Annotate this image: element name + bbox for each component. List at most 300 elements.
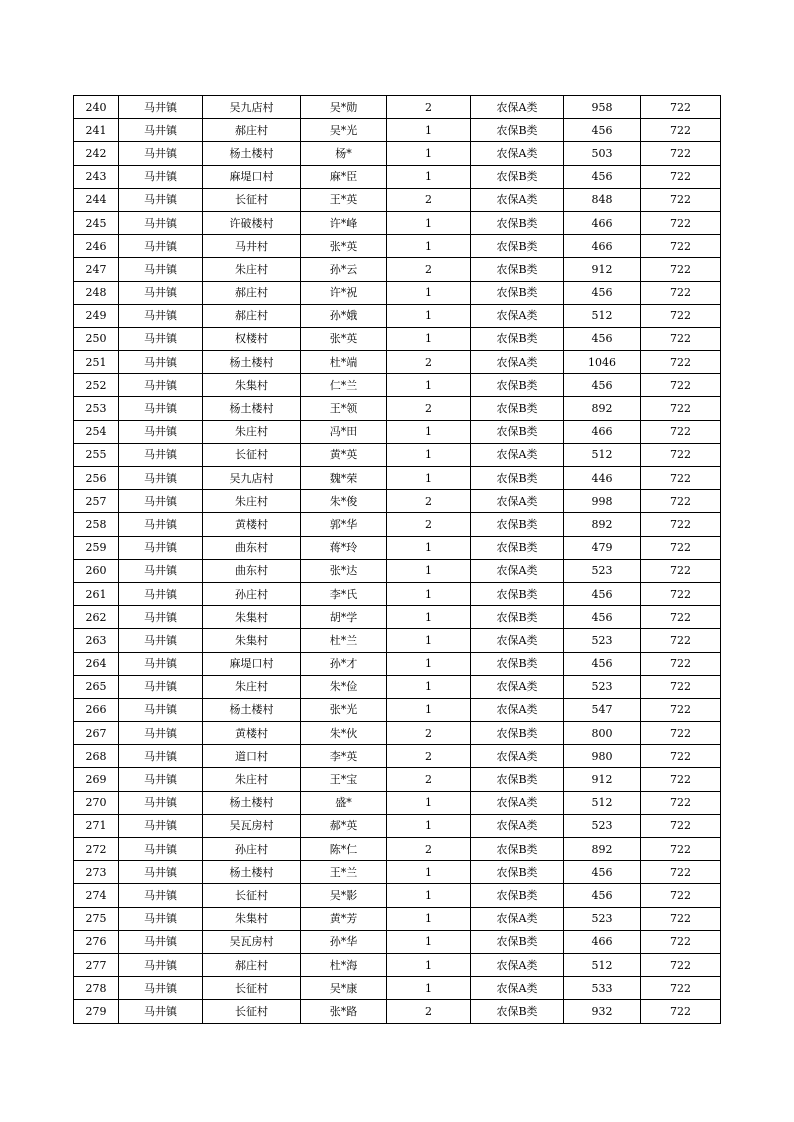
standard-cell: 722 (641, 930, 721, 953)
row-number-cell: 267 (74, 722, 119, 745)
amount-cell: 479 (564, 536, 641, 559)
town-cell: 马井镇 (119, 119, 203, 142)
row-number-cell: 264 (74, 652, 119, 675)
insurance-type-cell: 农保A类 (471, 188, 564, 211)
standard-cell: 722 (641, 814, 721, 837)
amount-cell: 958 (564, 96, 641, 119)
town-cell: 马井镇 (119, 490, 203, 513)
amount-cell: 892 (564, 513, 641, 536)
amount-cell: 503 (564, 142, 641, 165)
household-count-cell: 1 (387, 327, 471, 350)
insurance-type-cell: 农保A类 (471, 698, 564, 721)
amount-cell: 466 (564, 211, 641, 234)
town-cell: 马井镇 (119, 559, 203, 582)
amount-cell: 523 (564, 629, 641, 652)
name-cell: 魏*荣 (301, 467, 387, 490)
row-number-cell: 257 (74, 490, 119, 513)
town-cell: 马井镇 (119, 188, 203, 211)
village-cell: 朱庄村 (203, 420, 301, 443)
household-count-cell: 1 (387, 119, 471, 142)
household-count-cell: 1 (387, 281, 471, 304)
insurance-type-cell: 农保B类 (471, 861, 564, 884)
standard-cell: 722 (641, 513, 721, 536)
village-cell: 孙庄村 (203, 582, 301, 605)
row-number-cell: 252 (74, 374, 119, 397)
standard-cell: 722 (641, 559, 721, 582)
name-cell: 吴*康 (301, 977, 387, 1000)
name-cell: 杜*端 (301, 351, 387, 374)
table-row (74, 698, 721, 721)
name-cell: 杨* (301, 142, 387, 165)
row-number-cell: 256 (74, 467, 119, 490)
amount-cell: 456 (564, 374, 641, 397)
insurance-type-cell: 农保B类 (471, 838, 564, 861)
insurance-type-cell: 农保B类 (471, 513, 564, 536)
village-cell: 吴瓦房村 (203, 814, 301, 837)
name-cell: 朱*俭 (301, 675, 387, 698)
amount-cell: 533 (564, 977, 641, 1000)
amount-cell: 456 (564, 884, 641, 907)
name-cell: 孙*才 (301, 652, 387, 675)
standard-cell: 722 (641, 884, 721, 907)
town-cell: 马井镇 (119, 884, 203, 907)
name-cell: 麻*臣 (301, 165, 387, 188)
town-cell: 马井镇 (119, 930, 203, 953)
row-number-cell: 247 (74, 258, 119, 281)
village-cell: 杨土楼村 (203, 791, 301, 814)
row-number-cell: 240 (74, 96, 119, 119)
household-count-cell: 1 (387, 907, 471, 930)
table-row (74, 884, 721, 907)
name-cell: 黄*英 (301, 443, 387, 466)
village-cell: 黄楼村 (203, 722, 301, 745)
table-row (74, 791, 721, 814)
town-cell: 马井镇 (119, 327, 203, 350)
standard-cell: 722 (641, 467, 721, 490)
table-row (74, 211, 721, 234)
village-cell: 道口村 (203, 745, 301, 768)
standard-cell: 722 (641, 907, 721, 930)
table-row (74, 907, 721, 930)
table-body (74, 96, 721, 1024)
insurance-type-cell: 农保A类 (471, 953, 564, 976)
household-count-cell: 1 (387, 142, 471, 165)
town-cell: 马井镇 (119, 142, 203, 165)
name-cell: 朱*伙 (301, 722, 387, 745)
table-row (74, 443, 721, 466)
amount-cell: 980 (564, 745, 641, 768)
insurance-type-cell: 农保A类 (471, 745, 564, 768)
insurance-type-cell: 农保B类 (471, 258, 564, 281)
standard-cell: 722 (641, 582, 721, 605)
household-count-cell: 2 (387, 745, 471, 768)
insurance-type-cell: 农保A类 (471, 791, 564, 814)
household-count-cell: 1 (387, 652, 471, 675)
standard-cell: 722 (641, 420, 721, 443)
table-row (74, 96, 721, 119)
row-number-cell: 274 (74, 884, 119, 907)
household-count-cell: 2 (387, 1000, 471, 1023)
table-row (74, 235, 721, 258)
standard-cell: 722 (641, 768, 721, 791)
household-count-cell: 1 (387, 559, 471, 582)
amount-cell: 456 (564, 652, 641, 675)
amount-cell: 446 (564, 467, 641, 490)
standard-cell: 722 (641, 1000, 721, 1023)
recipient-table (73, 95, 721, 1024)
standard-cell: 722 (641, 304, 721, 327)
standard-cell: 722 (641, 258, 721, 281)
household-count-cell: 2 (387, 768, 471, 791)
standard-cell: 722 (641, 397, 721, 420)
table-row (74, 327, 721, 350)
household-count-cell: 1 (387, 930, 471, 953)
town-cell: 马井镇 (119, 745, 203, 768)
insurance-type-cell: 农保B类 (471, 582, 564, 605)
amount-cell: 912 (564, 768, 641, 791)
insurance-type-cell: 农保B类 (471, 397, 564, 420)
town-cell: 马井镇 (119, 814, 203, 837)
name-cell: 李*氏 (301, 582, 387, 605)
amount-cell: 547 (564, 698, 641, 721)
name-cell: 王*领 (301, 397, 387, 420)
village-cell: 朱集村 (203, 629, 301, 652)
village-cell: 吴九店村 (203, 96, 301, 119)
standard-cell: 722 (641, 490, 721, 513)
table-row (74, 722, 721, 745)
row-number-cell: 241 (74, 119, 119, 142)
household-count-cell: 1 (387, 374, 471, 397)
name-cell: 李*英 (301, 745, 387, 768)
name-cell: 吴*光 (301, 119, 387, 142)
name-cell: 仁*兰 (301, 374, 387, 397)
town-cell: 马井镇 (119, 977, 203, 1000)
town-cell: 马井镇 (119, 675, 203, 698)
table-row (74, 281, 721, 304)
village-cell: 杨土楼村 (203, 397, 301, 420)
name-cell: 孙*华 (301, 930, 387, 953)
insurance-type-cell: 农保A类 (471, 351, 564, 374)
row-number-cell: 245 (74, 211, 119, 234)
name-cell: 许*祝 (301, 281, 387, 304)
row-number-cell: 255 (74, 443, 119, 466)
village-cell: 许破楼村 (203, 211, 301, 234)
row-number-cell: 265 (74, 675, 119, 698)
standard-cell: 722 (641, 211, 721, 234)
table-row (74, 513, 721, 536)
town-cell: 马井镇 (119, 606, 203, 629)
village-cell: 曲东村 (203, 559, 301, 582)
village-cell: 郝庄村 (203, 953, 301, 976)
town-cell: 马井镇 (119, 467, 203, 490)
name-cell: 盛* (301, 791, 387, 814)
row-number-cell: 275 (74, 907, 119, 930)
row-number-cell: 276 (74, 930, 119, 953)
household-count-cell: 1 (387, 420, 471, 443)
town-cell: 马井镇 (119, 1000, 203, 1023)
table-row (74, 838, 721, 861)
household-count-cell: 1 (387, 953, 471, 976)
household-count-cell: 1 (387, 629, 471, 652)
row-number-cell: 279 (74, 1000, 119, 1023)
amount-cell: 456 (564, 119, 641, 142)
town-cell: 马井镇 (119, 281, 203, 304)
amount-cell: 456 (564, 327, 641, 350)
village-cell: 杨土楼村 (203, 351, 301, 374)
town-cell: 马井镇 (119, 768, 203, 791)
household-count-cell: 1 (387, 304, 471, 327)
amount-cell: 523 (564, 907, 641, 930)
village-cell: 杨土楼村 (203, 861, 301, 884)
village-cell: 杨土楼村 (203, 142, 301, 165)
amount-cell: 892 (564, 838, 641, 861)
table-row (74, 188, 721, 211)
name-cell: 朱*俊 (301, 490, 387, 513)
insurance-type-cell: 农保B类 (471, 211, 564, 234)
town-cell: 马井镇 (119, 420, 203, 443)
village-cell: 朱庄村 (203, 490, 301, 513)
name-cell: 张*英 (301, 327, 387, 350)
town-cell: 马井镇 (119, 443, 203, 466)
row-number-cell: 277 (74, 953, 119, 976)
name-cell: 张*光 (301, 698, 387, 721)
standard-cell: 722 (641, 629, 721, 652)
village-cell: 郝庄村 (203, 304, 301, 327)
town-cell: 马井镇 (119, 258, 203, 281)
table-row (74, 675, 721, 698)
insurance-type-cell: 农保B类 (471, 884, 564, 907)
standard-cell: 722 (641, 606, 721, 629)
standard-cell: 722 (641, 791, 721, 814)
insurance-type-cell: 农保A类 (471, 675, 564, 698)
village-cell: 朱集村 (203, 374, 301, 397)
row-number-cell: 244 (74, 188, 119, 211)
town-cell: 马井镇 (119, 397, 203, 420)
name-cell: 郭*华 (301, 513, 387, 536)
town-cell: 马井镇 (119, 96, 203, 119)
town-cell: 马井镇 (119, 652, 203, 675)
insurance-type-cell: 农保B类 (471, 327, 564, 350)
household-count-cell: 2 (387, 513, 471, 536)
table-row (74, 258, 721, 281)
name-cell: 杜*兰 (301, 629, 387, 652)
town-cell: 马井镇 (119, 629, 203, 652)
table-row (74, 1000, 721, 1023)
village-cell: 朱庄村 (203, 675, 301, 698)
amount-cell: 848 (564, 188, 641, 211)
row-number-cell: 260 (74, 559, 119, 582)
standard-cell: 722 (641, 119, 721, 142)
household-count-cell: 1 (387, 235, 471, 258)
household-count-cell: 1 (387, 467, 471, 490)
village-cell: 权楼村 (203, 327, 301, 350)
village-cell: 朱庄村 (203, 258, 301, 281)
insurance-type-cell: 农保A类 (471, 443, 564, 466)
name-cell: 许*峰 (301, 211, 387, 234)
row-number-cell: 273 (74, 861, 119, 884)
household-count-cell: 1 (387, 165, 471, 188)
insurance-type-cell: 农保B类 (471, 467, 564, 490)
name-cell: 郝*英 (301, 814, 387, 837)
row-number-cell: 250 (74, 327, 119, 350)
village-cell: 朱庄村 (203, 768, 301, 791)
household-count-cell: 2 (387, 351, 471, 374)
village-cell: 吴九店村 (203, 467, 301, 490)
row-number-cell: 263 (74, 629, 119, 652)
table-row (74, 559, 721, 582)
row-number-cell: 258 (74, 513, 119, 536)
town-cell: 马井镇 (119, 953, 203, 976)
name-cell: 蒋*玲 (301, 536, 387, 559)
table-row (74, 930, 721, 953)
town-cell: 马井镇 (119, 374, 203, 397)
row-number-cell: 243 (74, 165, 119, 188)
table-row (74, 861, 721, 884)
row-number-cell: 269 (74, 768, 119, 791)
insurance-type-cell: 农保B类 (471, 165, 564, 188)
amount-cell: 523 (564, 675, 641, 698)
insurance-type-cell: 农保B类 (471, 374, 564, 397)
amount-cell: 456 (564, 281, 641, 304)
town-cell: 马井镇 (119, 698, 203, 721)
insurance-type-cell: 农保B类 (471, 606, 564, 629)
row-number-cell: 259 (74, 536, 119, 559)
town-cell: 马井镇 (119, 791, 203, 814)
table-row (74, 814, 721, 837)
table-row (74, 397, 721, 420)
insurance-type-cell: 农保B类 (471, 1000, 564, 1023)
table-row (74, 977, 721, 1000)
town-cell: 马井镇 (119, 838, 203, 861)
village-cell: 长征村 (203, 977, 301, 1000)
name-cell: 张*路 (301, 1000, 387, 1023)
table-row (74, 142, 721, 165)
insurance-type-cell: 农保B类 (471, 536, 564, 559)
name-cell: 王*兰 (301, 861, 387, 884)
town-cell: 马井镇 (119, 861, 203, 884)
standard-cell: 722 (641, 351, 721, 374)
table-row (74, 420, 721, 443)
name-cell: 胡*学 (301, 606, 387, 629)
village-cell: 郝庄村 (203, 281, 301, 304)
household-count-cell: 1 (387, 211, 471, 234)
household-count-cell: 2 (387, 188, 471, 211)
table-row (74, 582, 721, 605)
standard-cell: 722 (641, 536, 721, 559)
village-cell: 麻堤口村 (203, 652, 301, 675)
insurance-type-cell: 农保A类 (471, 304, 564, 327)
row-number-cell: 251 (74, 351, 119, 374)
row-number-cell: 242 (74, 142, 119, 165)
standard-cell: 722 (641, 443, 721, 466)
amount-cell: 892 (564, 397, 641, 420)
row-number-cell: 246 (74, 235, 119, 258)
name-cell: 王*英 (301, 188, 387, 211)
village-cell: 朱集村 (203, 907, 301, 930)
name-cell: 吴*勋 (301, 96, 387, 119)
name-cell: 杜*海 (301, 953, 387, 976)
household-count-cell: 1 (387, 606, 471, 629)
town-cell: 马井镇 (119, 536, 203, 559)
row-number-cell: 270 (74, 791, 119, 814)
insurance-type-cell: 农保B类 (471, 930, 564, 953)
amount-cell: 512 (564, 304, 641, 327)
insurance-type-cell: 农保B类 (471, 768, 564, 791)
row-number-cell: 248 (74, 281, 119, 304)
table-row (74, 165, 721, 188)
standard-cell: 722 (641, 96, 721, 119)
household-count-cell: 1 (387, 861, 471, 884)
name-cell: 孙*云 (301, 258, 387, 281)
row-number-cell: 272 (74, 838, 119, 861)
amount-cell: 932 (564, 1000, 641, 1023)
household-count-cell: 2 (387, 397, 471, 420)
row-number-cell: 278 (74, 977, 119, 1000)
standard-cell: 722 (641, 953, 721, 976)
standard-cell: 722 (641, 165, 721, 188)
village-cell: 长征村 (203, 443, 301, 466)
household-count-cell: 1 (387, 443, 471, 466)
household-count-cell: 2 (387, 96, 471, 119)
table-row (74, 374, 721, 397)
town-cell: 马井镇 (119, 513, 203, 536)
standard-cell: 722 (641, 142, 721, 165)
table-row (74, 536, 721, 559)
household-count-cell: 1 (387, 884, 471, 907)
table-row (74, 652, 721, 675)
town-cell: 马井镇 (119, 351, 203, 374)
insurance-type-cell: 农保A类 (471, 96, 564, 119)
insurance-type-cell: 农保A类 (471, 907, 564, 930)
table-row (74, 351, 721, 374)
row-number-cell: 262 (74, 606, 119, 629)
standard-cell: 722 (641, 838, 721, 861)
town-cell: 马井镇 (119, 722, 203, 745)
village-cell: 曲东村 (203, 536, 301, 559)
insurance-type-cell: 农保B类 (471, 235, 564, 258)
table-row (74, 745, 721, 768)
amount-cell: 456 (564, 165, 641, 188)
insurance-type-cell: 农保A类 (471, 814, 564, 837)
household-count-cell: 1 (387, 814, 471, 837)
insurance-type-cell: 农保B类 (471, 281, 564, 304)
amount-cell: 456 (564, 582, 641, 605)
name-cell: 张*达 (301, 559, 387, 582)
household-count-cell: 2 (387, 490, 471, 513)
table-row (74, 606, 721, 629)
town-cell: 马井镇 (119, 304, 203, 327)
household-count-cell: 1 (387, 675, 471, 698)
standard-cell: 722 (641, 675, 721, 698)
row-number-cell: 266 (74, 698, 119, 721)
town-cell: 马井镇 (119, 907, 203, 930)
village-cell: 长征村 (203, 1000, 301, 1023)
standard-cell: 722 (641, 977, 721, 1000)
amount-cell: 466 (564, 420, 641, 443)
amount-cell: 466 (564, 235, 641, 258)
table-row (74, 490, 721, 513)
amount-cell: 1046 (564, 351, 641, 374)
village-cell: 郝庄村 (203, 119, 301, 142)
insurance-type-cell: 农保B类 (471, 420, 564, 443)
village-cell: 吴瓦房村 (203, 930, 301, 953)
amount-cell: 523 (564, 559, 641, 582)
amount-cell: 512 (564, 953, 641, 976)
village-cell: 黄楼村 (203, 513, 301, 536)
standard-cell: 722 (641, 745, 721, 768)
insurance-type-cell: 农保A类 (471, 629, 564, 652)
household-count-cell: 1 (387, 791, 471, 814)
